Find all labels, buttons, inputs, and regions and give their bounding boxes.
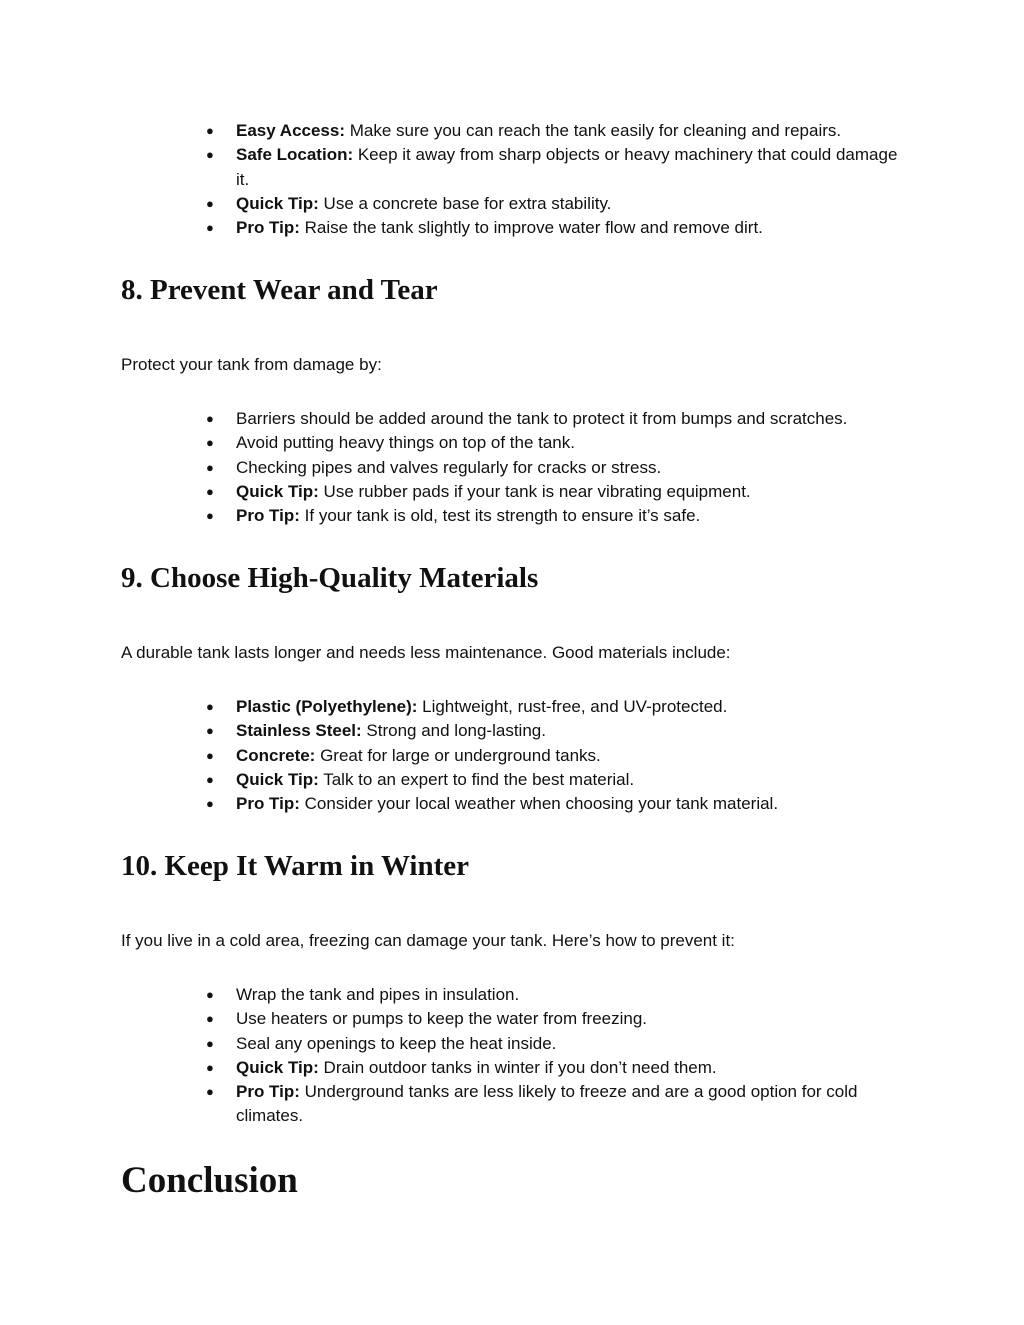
bullet-icon	[206, 1032, 214, 1056]
item-text: Make sure you can reach the tank easily for cleaning and repairs.	[345, 121, 842, 140]
item-text: Talk to an expert to find the best material.	[318, 769, 635, 789]
item-text: Avoid putting heavy things on top of the tank.	[236, 433, 575, 453]
item-text: Seal any openings to keep the heat inside.	[236, 1033, 557, 1053]
item-text: Great for large or underground tanks.	[315, 745, 601, 765]
bullet-icon	[206, 504, 214, 528]
bullet-icon	[206, 719, 214, 743]
list-item	[236, 480, 908, 504]
item-label: Stainless Steel:	[236, 721, 362, 741]
section-intro-9: A durable tank lasts longer and needs less maintenance. Good materials include:	[121, 643, 731, 662]
section-heading-8: 8. Prevent Wear and Tear	[121, 274, 438, 306]
bullet-icon	[206, 1007, 214, 1031]
item-label: Safe Location:	[236, 145, 354, 165]
bullet-icon	[206, 1056, 214, 1080]
list-item	[236, 119, 908, 143]
list-item	[236, 695, 908, 719]
bullet-icon	[206, 695, 214, 719]
item-text: Raise the tank slightly to improve water flow and remove dirt.	[299, 218, 763, 238]
section-heading-9: 9. Choose High-Quality Materials	[121, 562, 539, 594]
bullet-list-materials	[236, 695, 908, 816]
item-label: Pro Tip:	[236, 1082, 300, 1102]
item-label: Easy Access:	[236, 121, 346, 140]
item-text: Use rubber pads if your tank is near vibrating equipment.	[318, 481, 751, 501]
list-item	[236, 143, 908, 192]
item-text: Drain outdoor tanks in winter if you don’t need them.	[318, 1057, 717, 1077]
bullet-icon	[206, 192, 214, 216]
bullet-icon	[206, 1080, 214, 1104]
item-label: Plastic (Polyethylene):	[236, 697, 418, 716]
item-text: If your tank is old, test its strength to ensure it’s safe.	[299, 506, 701, 526]
bullet-list-winter	[236, 983, 908, 1129]
bullet-icon	[206, 456, 214, 480]
item-text: Consider your local weather when choosing your tank material.	[299, 794, 779, 814]
item-label: Quick Tip:	[236, 1057, 319, 1077]
bullet-icon	[206, 216, 214, 240]
bullet-icon	[206, 407, 214, 431]
list-item	[236, 983, 908, 1007]
list-item	[236, 1007, 908, 1031]
item-text: Keep it away from sharp objects or heavy machinery that could damage it.	[236, 145, 898, 189]
bullet-icon	[206, 431, 214, 455]
list-item	[236, 407, 908, 431]
conclusion-heading: Conclusion	[121, 1160, 298, 1201]
item-label: Pro Tip:	[236, 794, 300, 814]
list-item	[236, 456, 908, 480]
item-label: Pro Tip:	[236, 218, 300, 238]
list-item	[236, 1056, 908, 1080]
list-item	[236, 744, 908, 768]
item-text: Use heaters or pumps to keep the water from freezing.	[236, 1009, 648, 1029]
section-intro-8: Protect your tank from damage by:	[121, 355, 382, 374]
bullet-icon	[206, 983, 214, 1007]
list-item	[236, 1080, 908, 1129]
item-text: Underground tanks are less likely to freeze and are a good option for cold climates.	[236, 1082, 858, 1126]
list-item	[236, 216, 908, 240]
item-text: Use a concrete base for extra stability.	[318, 193, 612, 213]
section-heading-10: 10. Keep It Warm in Winter	[121, 850, 469, 882]
item-text: Checking pipes and valves regularly for cracks or stress.	[236, 457, 662, 477]
list-item	[236, 504, 908, 528]
item-text: Strong and long-lasting.	[361, 721, 546, 741]
bullet-icon	[206, 480, 214, 504]
section-intro-10: If you live in a cold area, freezing can damage your tank. Here’s how to prevent it:	[121, 931, 735, 950]
bullet-icon	[206, 792, 214, 816]
item-label: Quick Tip:	[236, 193, 319, 213]
list-item	[236, 431, 908, 455]
list-item	[236, 768, 908, 792]
item-label: Pro Tip:	[236, 506, 300, 526]
item-text: Barriers should be added around the tank to protect it from bumps and scratches.	[236, 409, 848, 428]
bullet-icon	[206, 119, 214, 143]
bullet-icon	[206, 744, 214, 768]
bullet-list-wear	[236, 407, 908, 528]
bullet-icon	[206, 768, 214, 792]
item-text: Wrap the tank and pipes in insulation.	[236, 985, 520, 1004]
list-item	[236, 719, 908, 743]
list-item	[236, 792, 908, 816]
list-item	[236, 1032, 908, 1056]
bullet-list-location	[236, 119, 908, 240]
bullet-icon	[206, 143, 214, 167]
item-label: Concrete:	[236, 745, 316, 765]
item-label: Quick Tip:	[236, 769, 319, 789]
item-label: Quick Tip:	[236, 481, 319, 501]
item-text: Lightweight, rust-free, and UV-protected.	[417, 697, 728, 716]
list-item	[236, 192, 908, 216]
